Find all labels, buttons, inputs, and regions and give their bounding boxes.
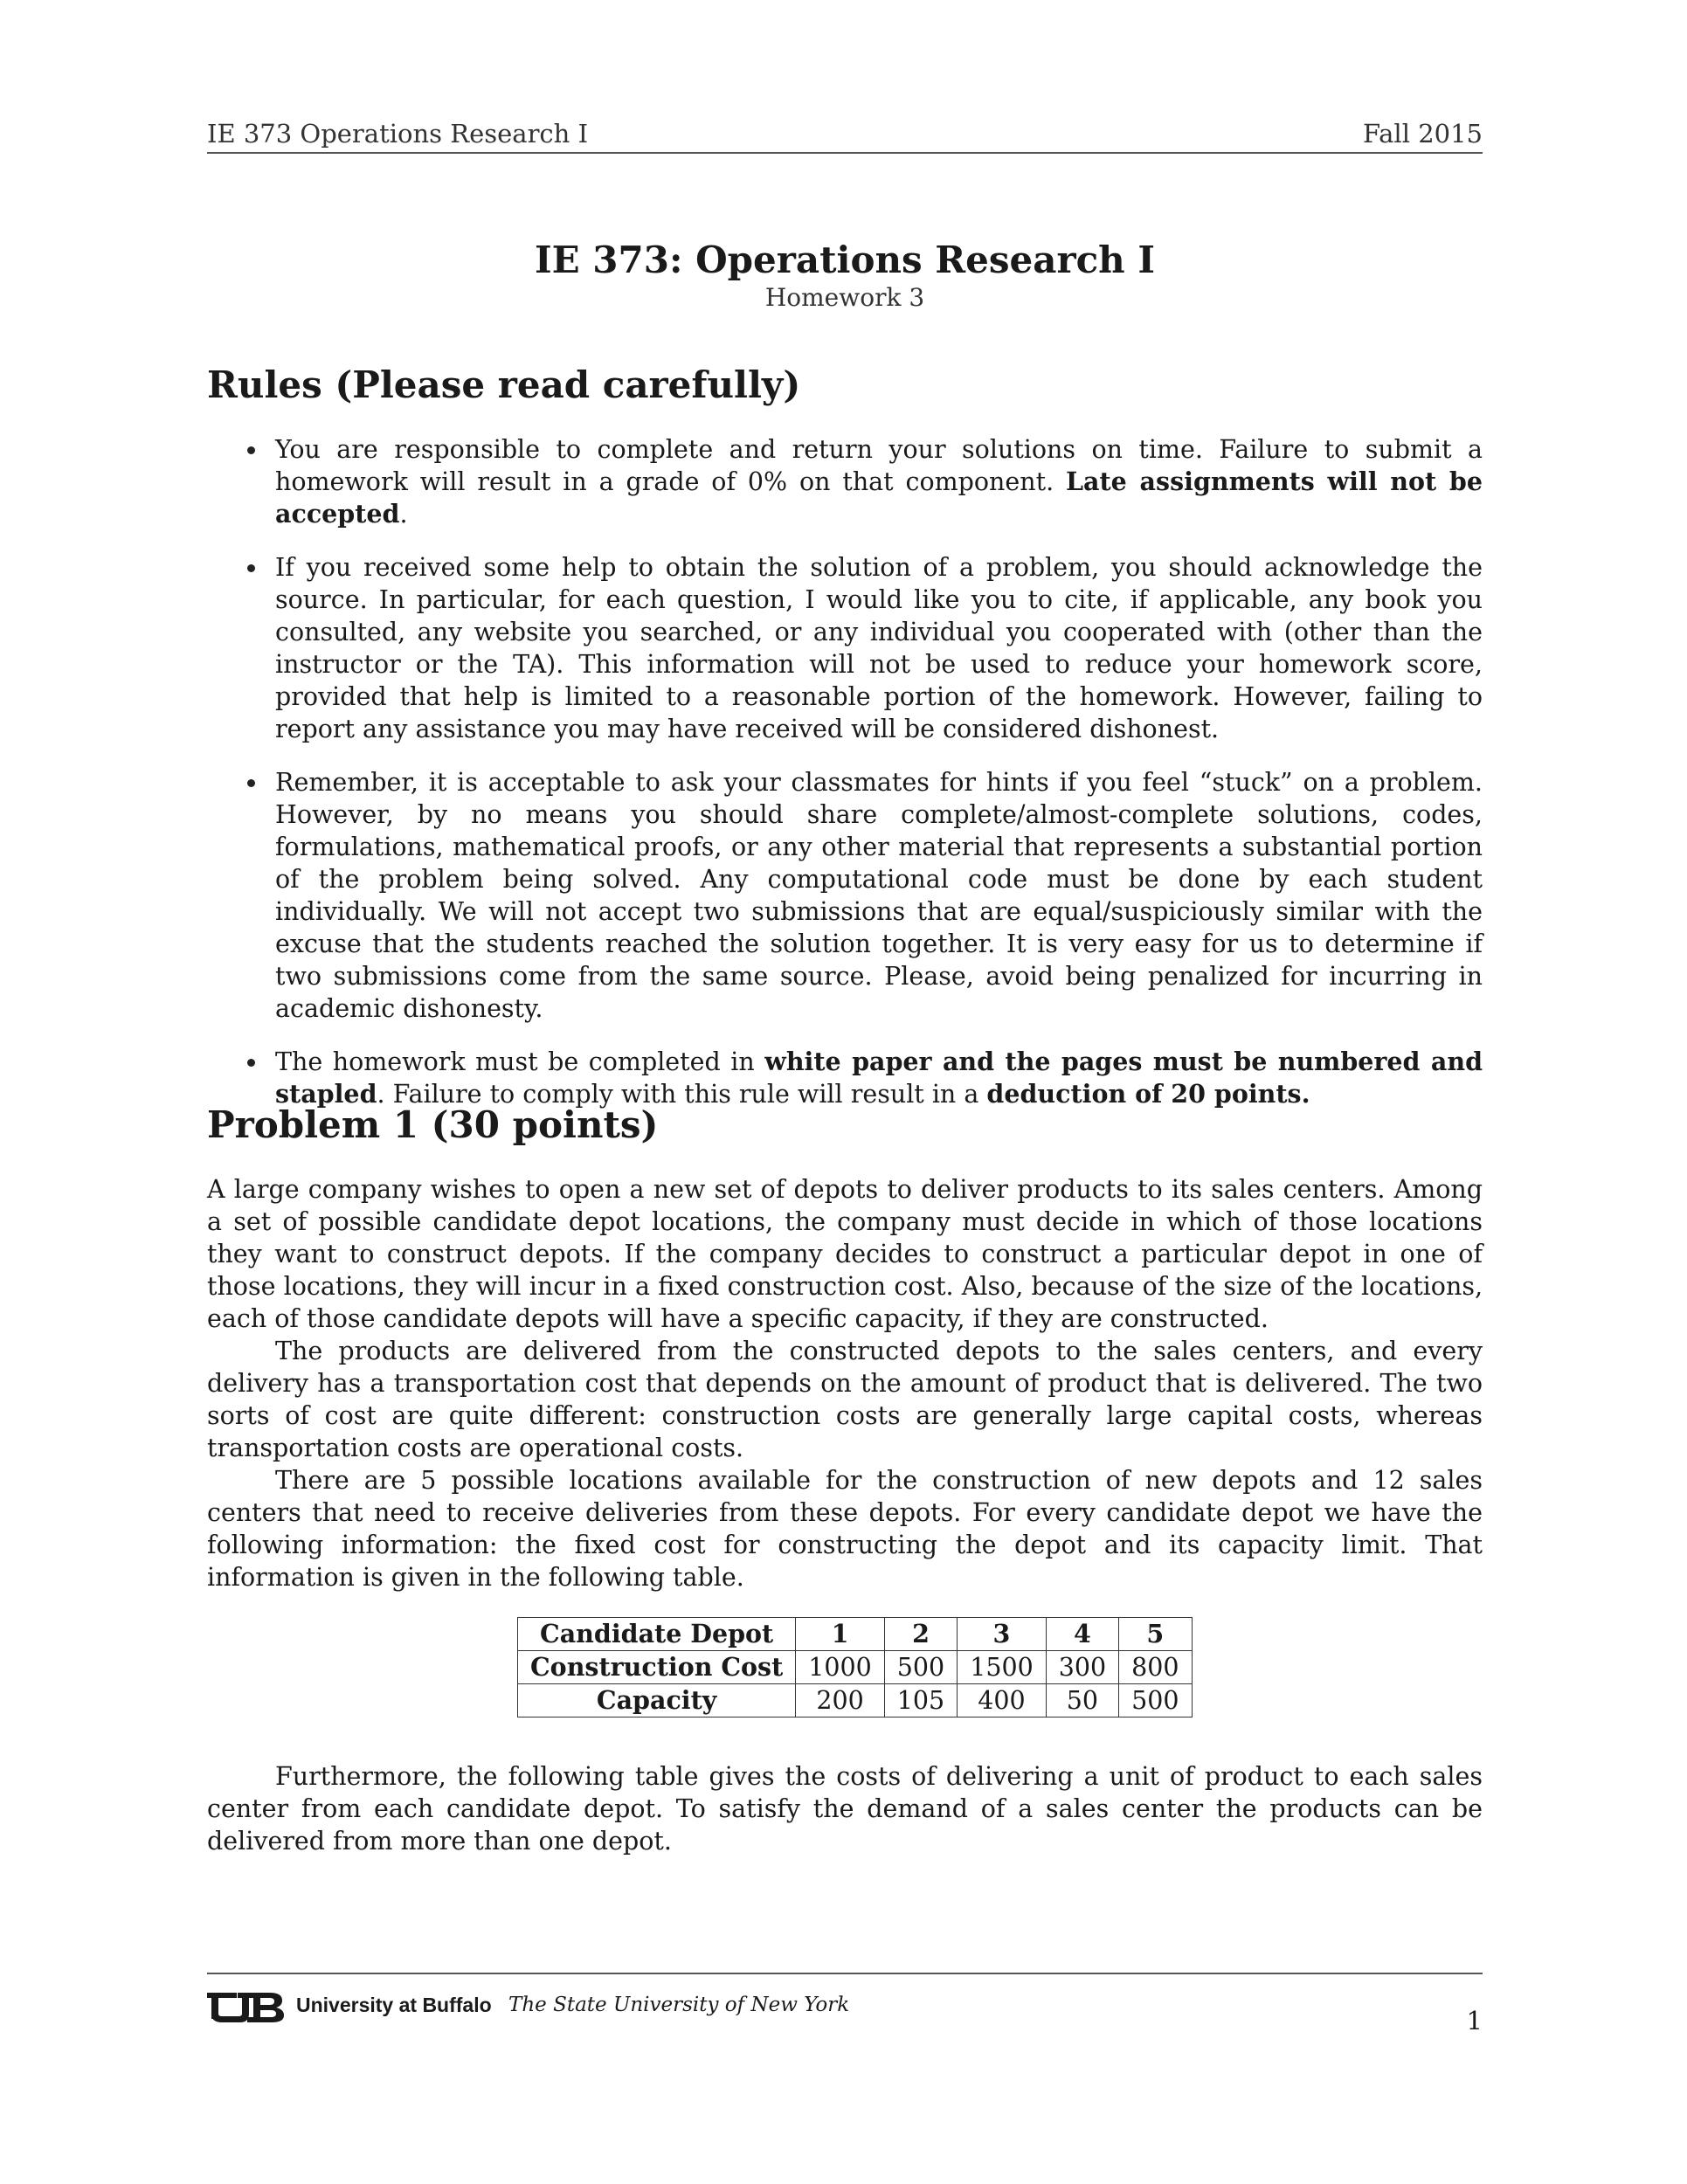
problem1-para1: A large company wishes to open a new set of depots to deliver products to its sales centers. Among a set of possible candidate depot locations, the company must decide in which of those locations they want to construct depots. If the company decides to construct a particular depot in one of those locations, they will incur in a fixed construction cost. Also, because of the size of the locations, each of those candidate depots will have a specific capacity, if they are constructed. [207, 1175, 1483, 1333]
bullet-icon [247, 779, 255, 787]
table-cell: 500 [1119, 1684, 1192, 1717]
rules-heading: Rules (Please read carefully) [207, 363, 801, 406]
table-header-row [518, 1618, 1193, 1651]
table-cell: 500 [884, 1651, 957, 1684]
table-cell: 50 [1046, 1684, 1118, 1717]
table-row [518, 1684, 1193, 1717]
document-page [207, 0, 1483, 2184]
running-header [207, 117, 1483, 154]
ub-logo-icon [207, 1990, 284, 2025]
rule-item [207, 766, 1483, 1025]
rule-text: The homework must be completed in [275, 1047, 765, 1076]
rule-text: Remember, it is acceptable to ask your classmates for hints if you feel “stuck” on a problem. However, by no means you should share complete/almost-complete solutions, codes, formulations, mathematical proofs, or any other material that represents a substantial portion of the problem being solved. Any computational code must be done by each student individually. We will not accept two submissions that are equal/suspiciously similar with the excuse that the students reached the solution together. It is very easy for us to determine if two submissions come from the same source. Please, avoid being penalized for incurring in academic dishonesty. [275, 768, 1483, 1023]
table-header-cell: 3 [958, 1618, 1047, 1651]
table-header-cell: 4 [1046, 1618, 1118, 1651]
problem1-continuation [207, 1760, 1483, 1857]
rule-bold: white paper and the pages must be numbered and stapled [275, 1047, 1483, 1109]
rules-list [207, 433, 1483, 1131]
document-subtitle: Homework 3 [764, 283, 925, 312]
table-cell: 1500 [958, 1651, 1047, 1684]
title-block [207, 238, 1483, 313]
rule-item [207, 433, 1483, 530]
bullet-icon [247, 1059, 255, 1067]
table-cell: 1000 [796, 1651, 885, 1684]
problem1-para3: There are 5 possible locations available for the construction of new depots and 12 sales centers that need to receive deliveries from these depots. For every candidate depot we have the following information: the fixed cost for constructing the depot and its capacity limit. That information is given in the following table. [207, 1466, 1483, 1592]
university-suffix: The State University of New York [508, 1994, 850, 2016]
page-number: 1 [1466, 2006, 1483, 2035]
rule-item [207, 1046, 1483, 1110]
document-title: IE 373: Operations Research I [535, 238, 1155, 281]
table-row-label: Construction Cost [518, 1651, 796, 1684]
bullet-icon [247, 446, 255, 454]
table-cell: 800 [1119, 1651, 1192, 1684]
problem1-body [207, 1173, 1483, 1593]
university-name: University at Buffalo [296, 1994, 492, 2016]
rule-item [207, 551, 1483, 745]
rule-bold: deduction of 20 points. [986, 1079, 1310, 1109]
problem1-para2: The products are delivered from the constructed depots to the sales centers, and every delivery has a transportation cost that depends on the amount of product that is delivered. The two sorts of cost are quite different: construction costs are generally large capital costs, whereas transportation costs are operational costs. [207, 1337, 1483, 1462]
rule-text: If you received some help to obtain the solution of a problem, you should acknowledge the source. In particular, for each question, I would like you to cite, if applicable, any book you consulted, any website you searched, or any individual you cooperated with (other than the instructor or the TA). This information will not be used to reduce your homework score, provided that help is limited to a reasonable portion of the homework. However, failing to report any assistance you may have received will be considered dishonest. [275, 553, 1483, 743]
table-row [518, 1651, 1193, 1684]
table-cell: 300 [1046, 1651, 1118, 1684]
rule-text: . Failure to comply with this rule will result in a [377, 1080, 987, 1109]
depot-table [517, 1617, 1193, 1717]
bullet-icon [247, 564, 255, 572]
problem1-para4: Furthermore, the following table gives the costs of delivering a unit of product to each sales center from each candidate depot. To satisfy the demand of a sales center the products can be delivered from more than one depot. [207, 1762, 1483, 1856]
table-row-label: Capacity [518, 1684, 796, 1717]
table-cell: 400 [958, 1684, 1047, 1717]
rule-text: You are responsible to complete and return your solutions on time. Failure to submit a homework will result in a grade of 0% on that component. [275, 435, 1483, 496]
table-header-cell: 1 [796, 1618, 885, 1651]
header-course: IE 373 Operations Research I [207, 119, 589, 149]
rule-bold: Late assignments will not be accepted [275, 467, 1483, 529]
table-cell: 200 [796, 1684, 885, 1717]
problem1-heading: Problem 1 (30 points) [207, 1103, 659, 1146]
header-term: Fall 2015 [1362, 119, 1483, 149]
rule-text-end: . [399, 500, 408, 529]
table-header-cell: 5 [1119, 1618, 1192, 1651]
table-header-label: Candidate Depot [518, 1618, 796, 1651]
table-cell: 105 [884, 1684, 957, 1717]
page-footer [207, 1988, 1483, 2041]
footer-divider [207, 1973, 1483, 1974]
table-header-cell: 2 [884, 1618, 957, 1651]
